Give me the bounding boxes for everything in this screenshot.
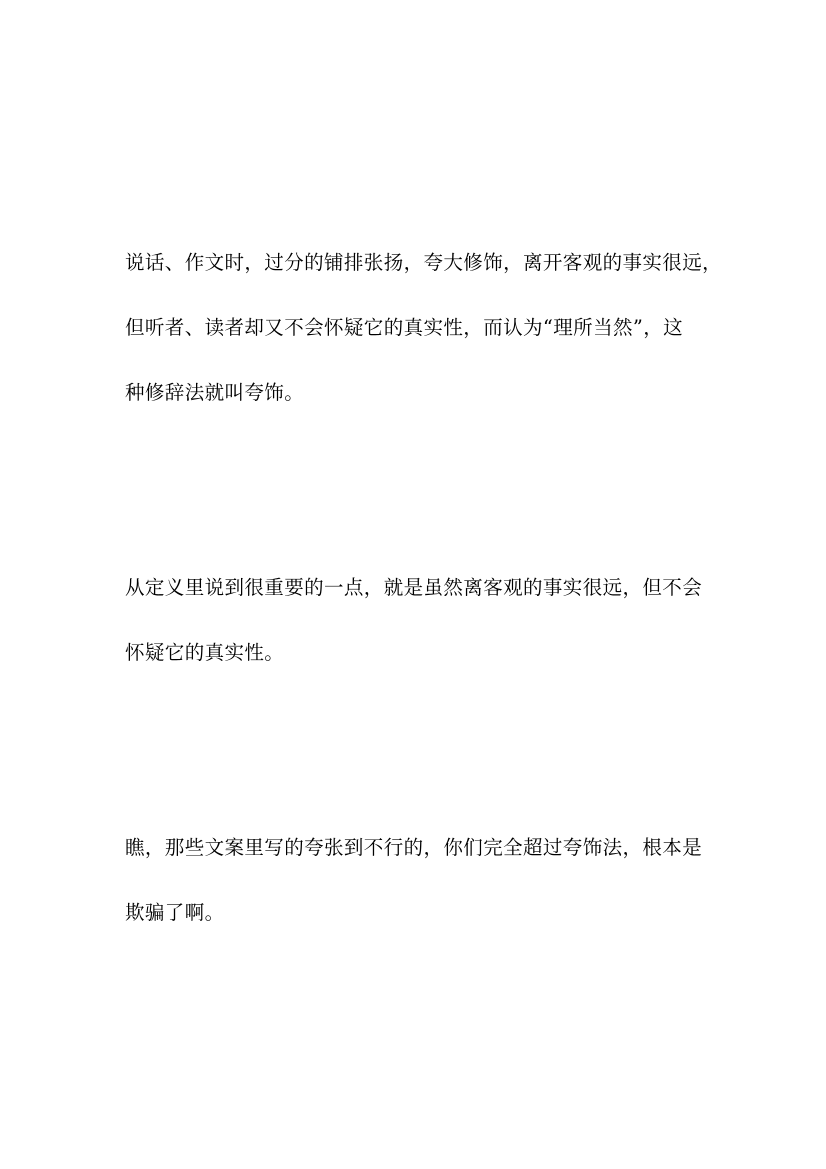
paragraph-line: 瞧，那些文案里写的夸张到不行的，你们完全超过夸饰法，根本是 [125, 836, 703, 859]
paragraph-line: 说话、作文时，过分的铺排张扬，夸大修饰，离开客观的事实很远， [125, 251, 723, 274]
paragraph-line: 但听者、读者却又不会怀疑它的真实性，而认为“理所当然”，这 [125, 316, 684, 339]
paragraph-line: 欺骗了啊。 [125, 901, 225, 924]
paragraph-line: 种修辞法就叫夸饰。 [125, 381, 305, 404]
paragraph-line: 怀疑它的真实性。 [125, 641, 285, 664]
paragraph-line: 从定义里说到很重要的一点，就是虽然离客观的事实很远，但不会 [125, 576, 703, 599]
